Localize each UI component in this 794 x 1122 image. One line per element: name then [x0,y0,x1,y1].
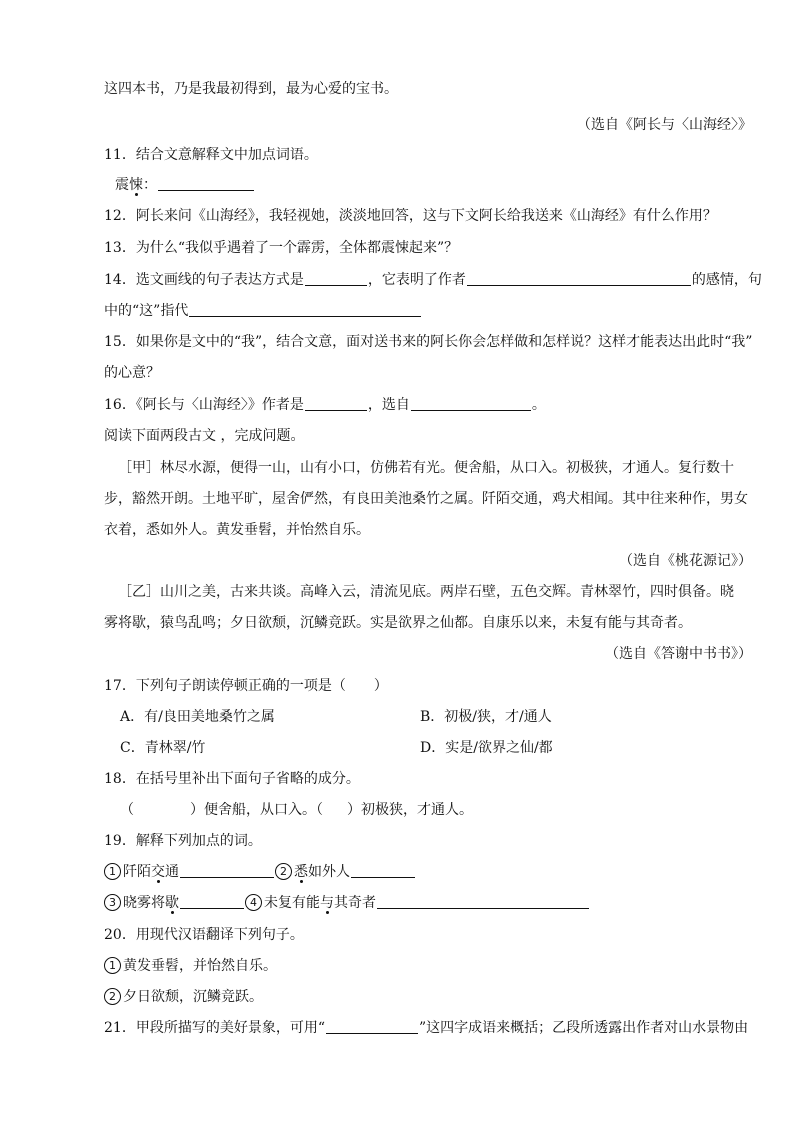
circled-number: 1 [104,863,121,880]
dotted-char: 交 [151,864,165,880]
source-note-yi: （选自《答谢中书书》） [605,646,752,662]
question-16: 16．《阿长与〈山海经〉》作者是 ，选自 。 [104,397,546,413]
question-15-cont: 的心意？ [104,365,160,381]
question-18: 18．在括号里补出下面句子省略的成分。 [104,771,360,787]
dotted-char: 悚 [129,177,143,193]
passage-jia-line-2: 步，豁然开朗。土地平旷，屋舍俨然，有良田美池桑竹之属。阡陌交通，鸡犬相闻。其中往来种作，男女 [104,491,748,507]
answer-blank[interactable] [158,175,254,191]
q20-sentence-2: 2 夕日欲颓，沉鳞竞跃。 [104,987,263,1007]
circled-number: 2 [275,863,292,880]
source-note-jia: （选自《桃花源记》） [619,553,752,569]
question-12: 12．阿长来问《山海经》，我轻视她，淡淡地回答，这与下文阿长给我送来《山海经》有什么作用？ [104,208,717,224]
reading-intro: 阅读下面两段古文 ，完成问题。 [104,428,305,444]
q19-row-2: 3 晓雾将歇 4 未复有能与其奇者 [104,893,590,913]
question-17: 17．下列句子朗读停顿正确的一项是（ ） [104,678,388,694]
dotted-char: 与 [320,895,334,911]
source-note-1: （选自《阿长与〈山海经〉》 [577,117,752,133]
circled-number: 3 [104,894,121,911]
option-a[interactable]: A．有/良田美地桑竹之属 [120,709,275,725]
option-d[interactable]: D．实是/欲界之仙/都 [420,740,553,756]
question-21: 21．甲段所描写的美好景象，可用“ ”这四字成语来概括；乙段所透露出作者对山水景物由 [104,1020,749,1036]
q18-sentence: （ ）便舍船，从口入。（ ）初极狭，才通人。 [120,802,473,818]
passage-jia-line-3: 衣着，悉如外人。黄发垂髫，并怡然自乐。 [104,522,370,538]
question-13: 13．为什么“我似乎遇着了一个霹雳，全体都震悚起来”？ [104,240,459,256]
answer-blank[interactable] [411,395,531,411]
circled-number: 1 [104,957,121,974]
answer-blank[interactable] [180,862,274,878]
answer-blank[interactable] [305,395,367,411]
passage-jia-line-1: ［甲］林尽水源，便得一山，山有小口，仿佛若有光。便舍船，从口入。初极狭，才通人。复行数十 [118,460,734,476]
answer-blank[interactable] [180,893,244,909]
intro-paragraph: 这四本书，乃是我最初得到，最为心爱的宝书。 [104,81,398,97]
q11-term: 震悚： [115,175,255,195]
dotted-char: 悉 [294,864,308,880]
dotted-char: 歇 [165,895,179,911]
question-14-cont: 中的“这”指代 [104,301,422,321]
question-20: 20．用现代汉语翻译下列句子。 [104,927,304,943]
answer-blank[interactable] [189,301,421,317]
circled-number: 2 [104,988,121,1005]
answer-blank[interactable] [305,270,367,286]
circled-number: 4 [245,894,262,911]
question-11: 11．结合文意解释文中加点词语。 [104,147,318,163]
answer-blank[interactable] [377,893,589,909]
option-b[interactable]: B．初极/狭，才/通人 [420,709,552,725]
answer-blank[interactable] [467,270,691,286]
question-15: 15．如果你是文中的“我”，结合文意，面对送书来的阿长你会怎样做和怎样说？这样才能表达出此时“我” [104,334,753,350]
option-c[interactable]: C．青林翠/竹 [120,740,206,756]
q19-row-1: 1 阡陌交通 2 悉如外人 [104,862,416,882]
answer-blank[interactable] [326,1018,418,1034]
q20-sentence-1: 1 黄发垂髫，并怡然自乐。 [104,956,277,976]
question-19: 19．解释下列加点的词。 [104,833,262,849]
passage-yi-line-1: ［乙］山川之美，古来共谈。高峰入云，清流见底。两岸石壁，五色交辉。青林翠竹，四时俱备。晓 [118,584,734,600]
answer-blank[interactable] [351,862,415,878]
question-14: 14．选文画线的句子表达方式是 ，它表明了作者 的感情，句 [104,272,762,288]
passage-yi-line-2: 雾将歇，猿鸟乱鸣；夕日欲颓，沉鳞竞跃。实是欲界之仙都。自康乐以来，未复有能与其奇者。 [104,615,692,631]
